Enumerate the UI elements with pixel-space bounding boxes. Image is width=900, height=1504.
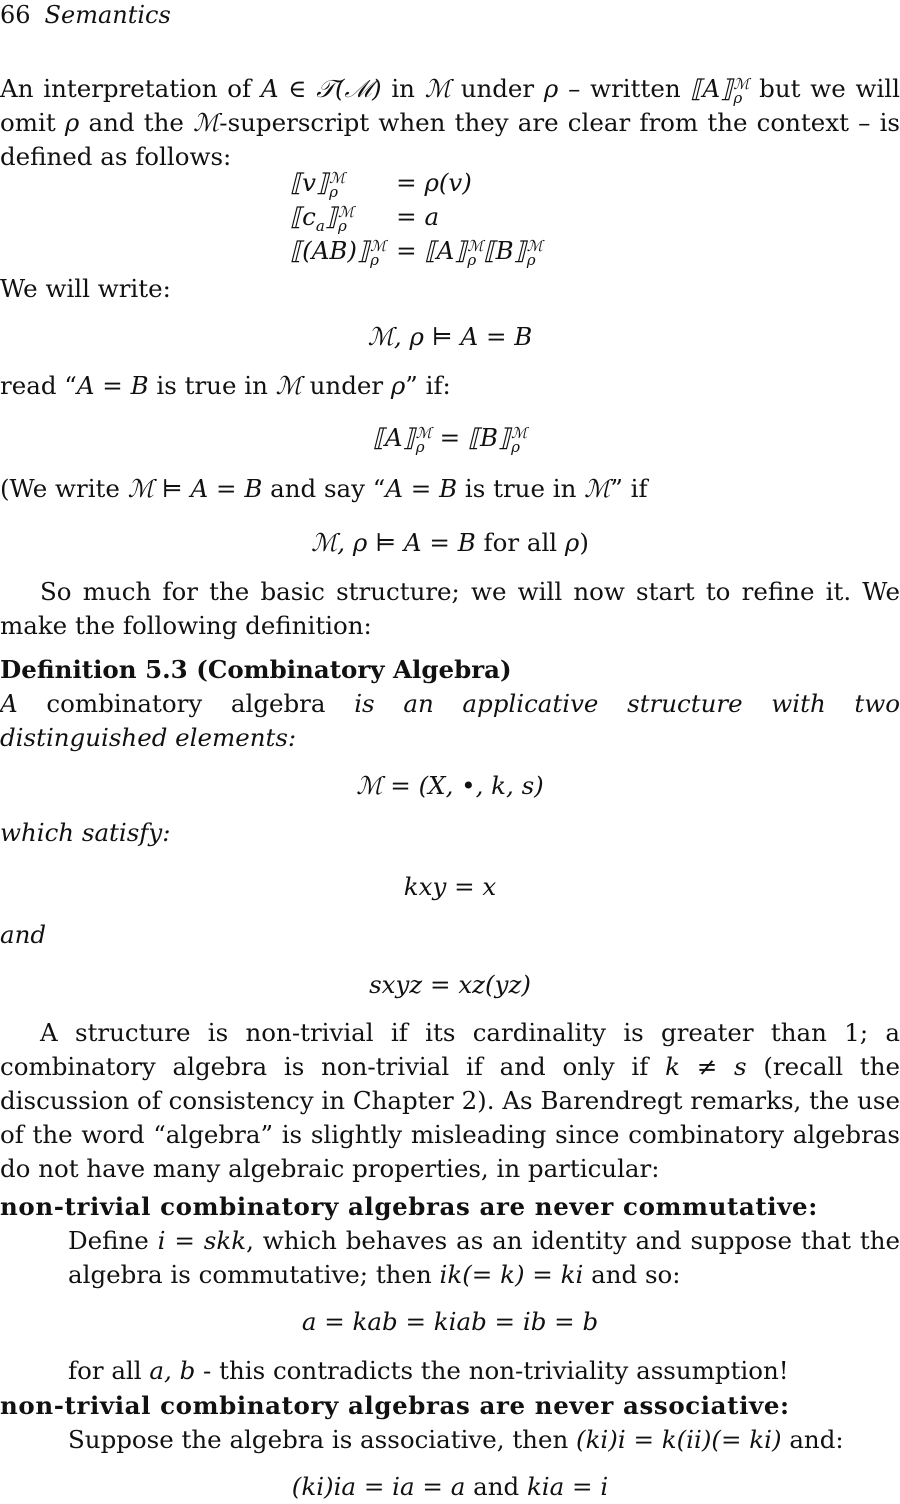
running-header bbox=[0, 0, 171, 32]
which-satisfy: which satisfy: bbox=[0, 818, 171, 847]
associative-proof: Suppose the algebra is associative, then (ki)i = k(ii)(= ki) and: bbox=[68, 1425, 844, 1454]
equation-commutative: a = kab = kiab = ib = b bbox=[301, 1307, 599, 1336]
we-write-line: (We write ℳ ⊨ A = B and say “A = B is true in ℳ” if bbox=[0, 474, 648, 503]
definition-row: ⟦v⟧ ℳ ρ = ρ(v) bbox=[290, 168, 472, 201]
we-will-write: We will write: bbox=[0, 274, 171, 303]
interpretation-definitions bbox=[290, 166, 543, 268]
equation-k-axiom: kxy = x bbox=[403, 872, 497, 901]
so-much-paragraph: So much for the basic structure; we will now start to refine it. We make the following definition: bbox=[0, 577, 900, 640]
read-line: read “A = B is true in ℳ under ρ” if: bbox=[0, 371, 451, 400]
equation-s-axiom: sxyz = xz(yz) bbox=[369, 970, 531, 999]
definition-title: Definition 5.3 (Combinatory Algebra) bbox=[0, 655, 512, 684]
commutative-heading: non-trivial combinatory algebras are never commutative: bbox=[0, 1192, 818, 1221]
commutative-proof: Define i = skk, which behaves as an identity and suppose that the algebra is commutative; then ik(= k) = ki and so: bbox=[68, 1226, 900, 1289]
intro-paragraph: An interpretation of A ∈ 𝒯(ℳ) in ℳ under ρ – written ⟦A⟧ ℳ ρ but we will omit ρ and the ℳ-superscript when they are clear from the context – is defined as follows: bbox=[0, 74, 900, 171]
equation-semantic: ⟦A⟧ ℳ ρ = ⟦B⟧ ℳ ρ bbox=[372, 423, 528, 456]
definition-body: A combinatory algebra is an applicative structure with two distinguished elements: bbox=[0, 689, 900, 752]
equation-associative: (ki)ia = ia = a and kia = i bbox=[291, 1472, 609, 1501]
page-number: 66 bbox=[0, 1, 31, 29]
definition-row: $⟦c_a⟧$ ℳ ρ = a bbox=[290, 202, 440, 235]
equation-structure: ℳ = (X, •, k, s) bbox=[356, 771, 544, 800]
equation-models: ℳ, ρ ⊨ A = B bbox=[367, 322, 533, 351]
associative-heading: non-trivial combinatory algebras are never associative: bbox=[0, 1391, 790, 1420]
definition-row: ⟦(AB)⟧ ℳ ρ = ⟦A⟧ ℳ ρ ⟦B⟧ ℳ ρ bbox=[290, 236, 543, 269]
and-word: and bbox=[0, 920, 47, 949]
running-title: Semantics bbox=[44, 1, 171, 29]
nontrivial-paragraph: A structure is non-trivial if its cardinality is greater than 1; a combinatory algebra is non-trivial if and only if k ≠ s (recall the discussion of consistency in Chapter 2). As Barendregt remarks, the use of the word “algebra” is slightly misleading since combinatory algebras do not have many algebraic properties, in particular: bbox=[0, 1018, 900, 1183]
equation-for-all: ℳ, ρ ⊨ A = B for all ρ) bbox=[311, 528, 589, 557]
commutative-conclusion: for all a, b - this contradicts the non-triviality assumption! bbox=[68, 1356, 789, 1385]
